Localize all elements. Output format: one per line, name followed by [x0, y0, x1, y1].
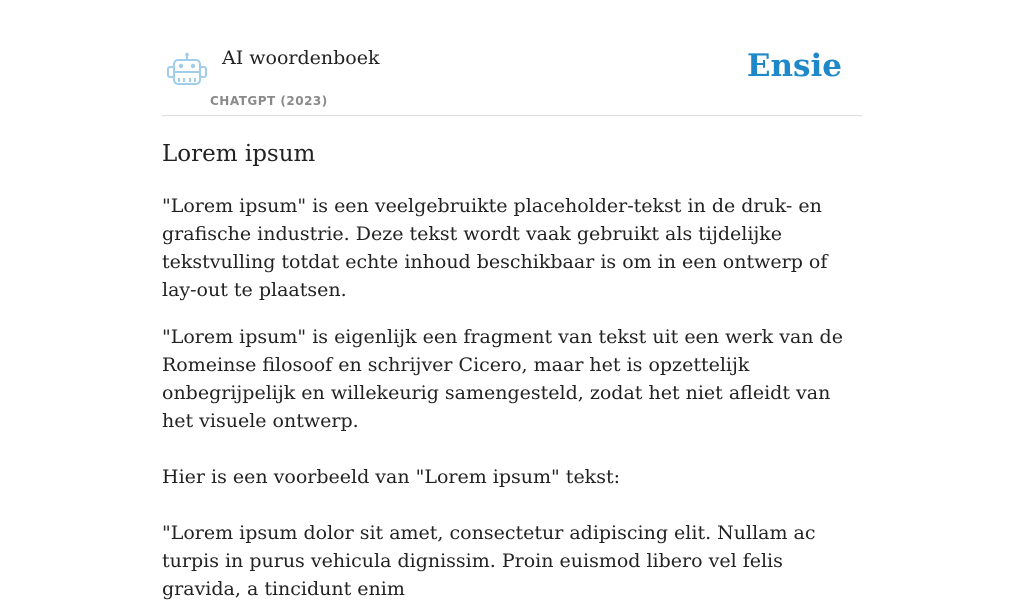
robot-icon: [166, 52, 208, 90]
dictionary-title: AI woordenboek: [222, 47, 380, 69]
entry-paragraph: "Lorem ipsum dolor sit amet, consectetur adipiscing elit. Nullam ac turpis in purus vehicula dignissim. Proin euismod libero vel felis gravida, a tincidunt enim: [162, 522, 816, 600]
entry-term: Lorem ipsum: [162, 141, 316, 167]
dictionary-header: [162, 40, 862, 116]
entry-paragraph: "Lorem ipsum" is eigenlijk een fragment van tekst uit een werk van de Romeinse filosoof en schrijver Cicero, maar het is opzettelijk onbegrijpelijk en willekeurig samengesteld, zodat het niet afleidt van het visuele ontwerp.: [162, 326, 843, 432]
entry-content: [162, 137, 862, 603]
entry-paragraph: "Lorem ipsum" is een veelgebruikte placeholder-tekst in de druk- en grafische industrie. Deze tekst wordt vaak gebruikt als tijdelijke tekstvulling totdat echte inhoud beschikbaar is om in een ontwerp of lay-out te plaatsen.: [162, 195, 828, 301]
entry-paragraph: Hier is een voorbeeld van "Lorem ipsum" tekst:: [162, 466, 620, 488]
dictionary-source: CHATGPT (2023): [210, 94, 328, 108]
ensie-logo-link[interactable]: Ensie: [746, 48, 842, 84]
